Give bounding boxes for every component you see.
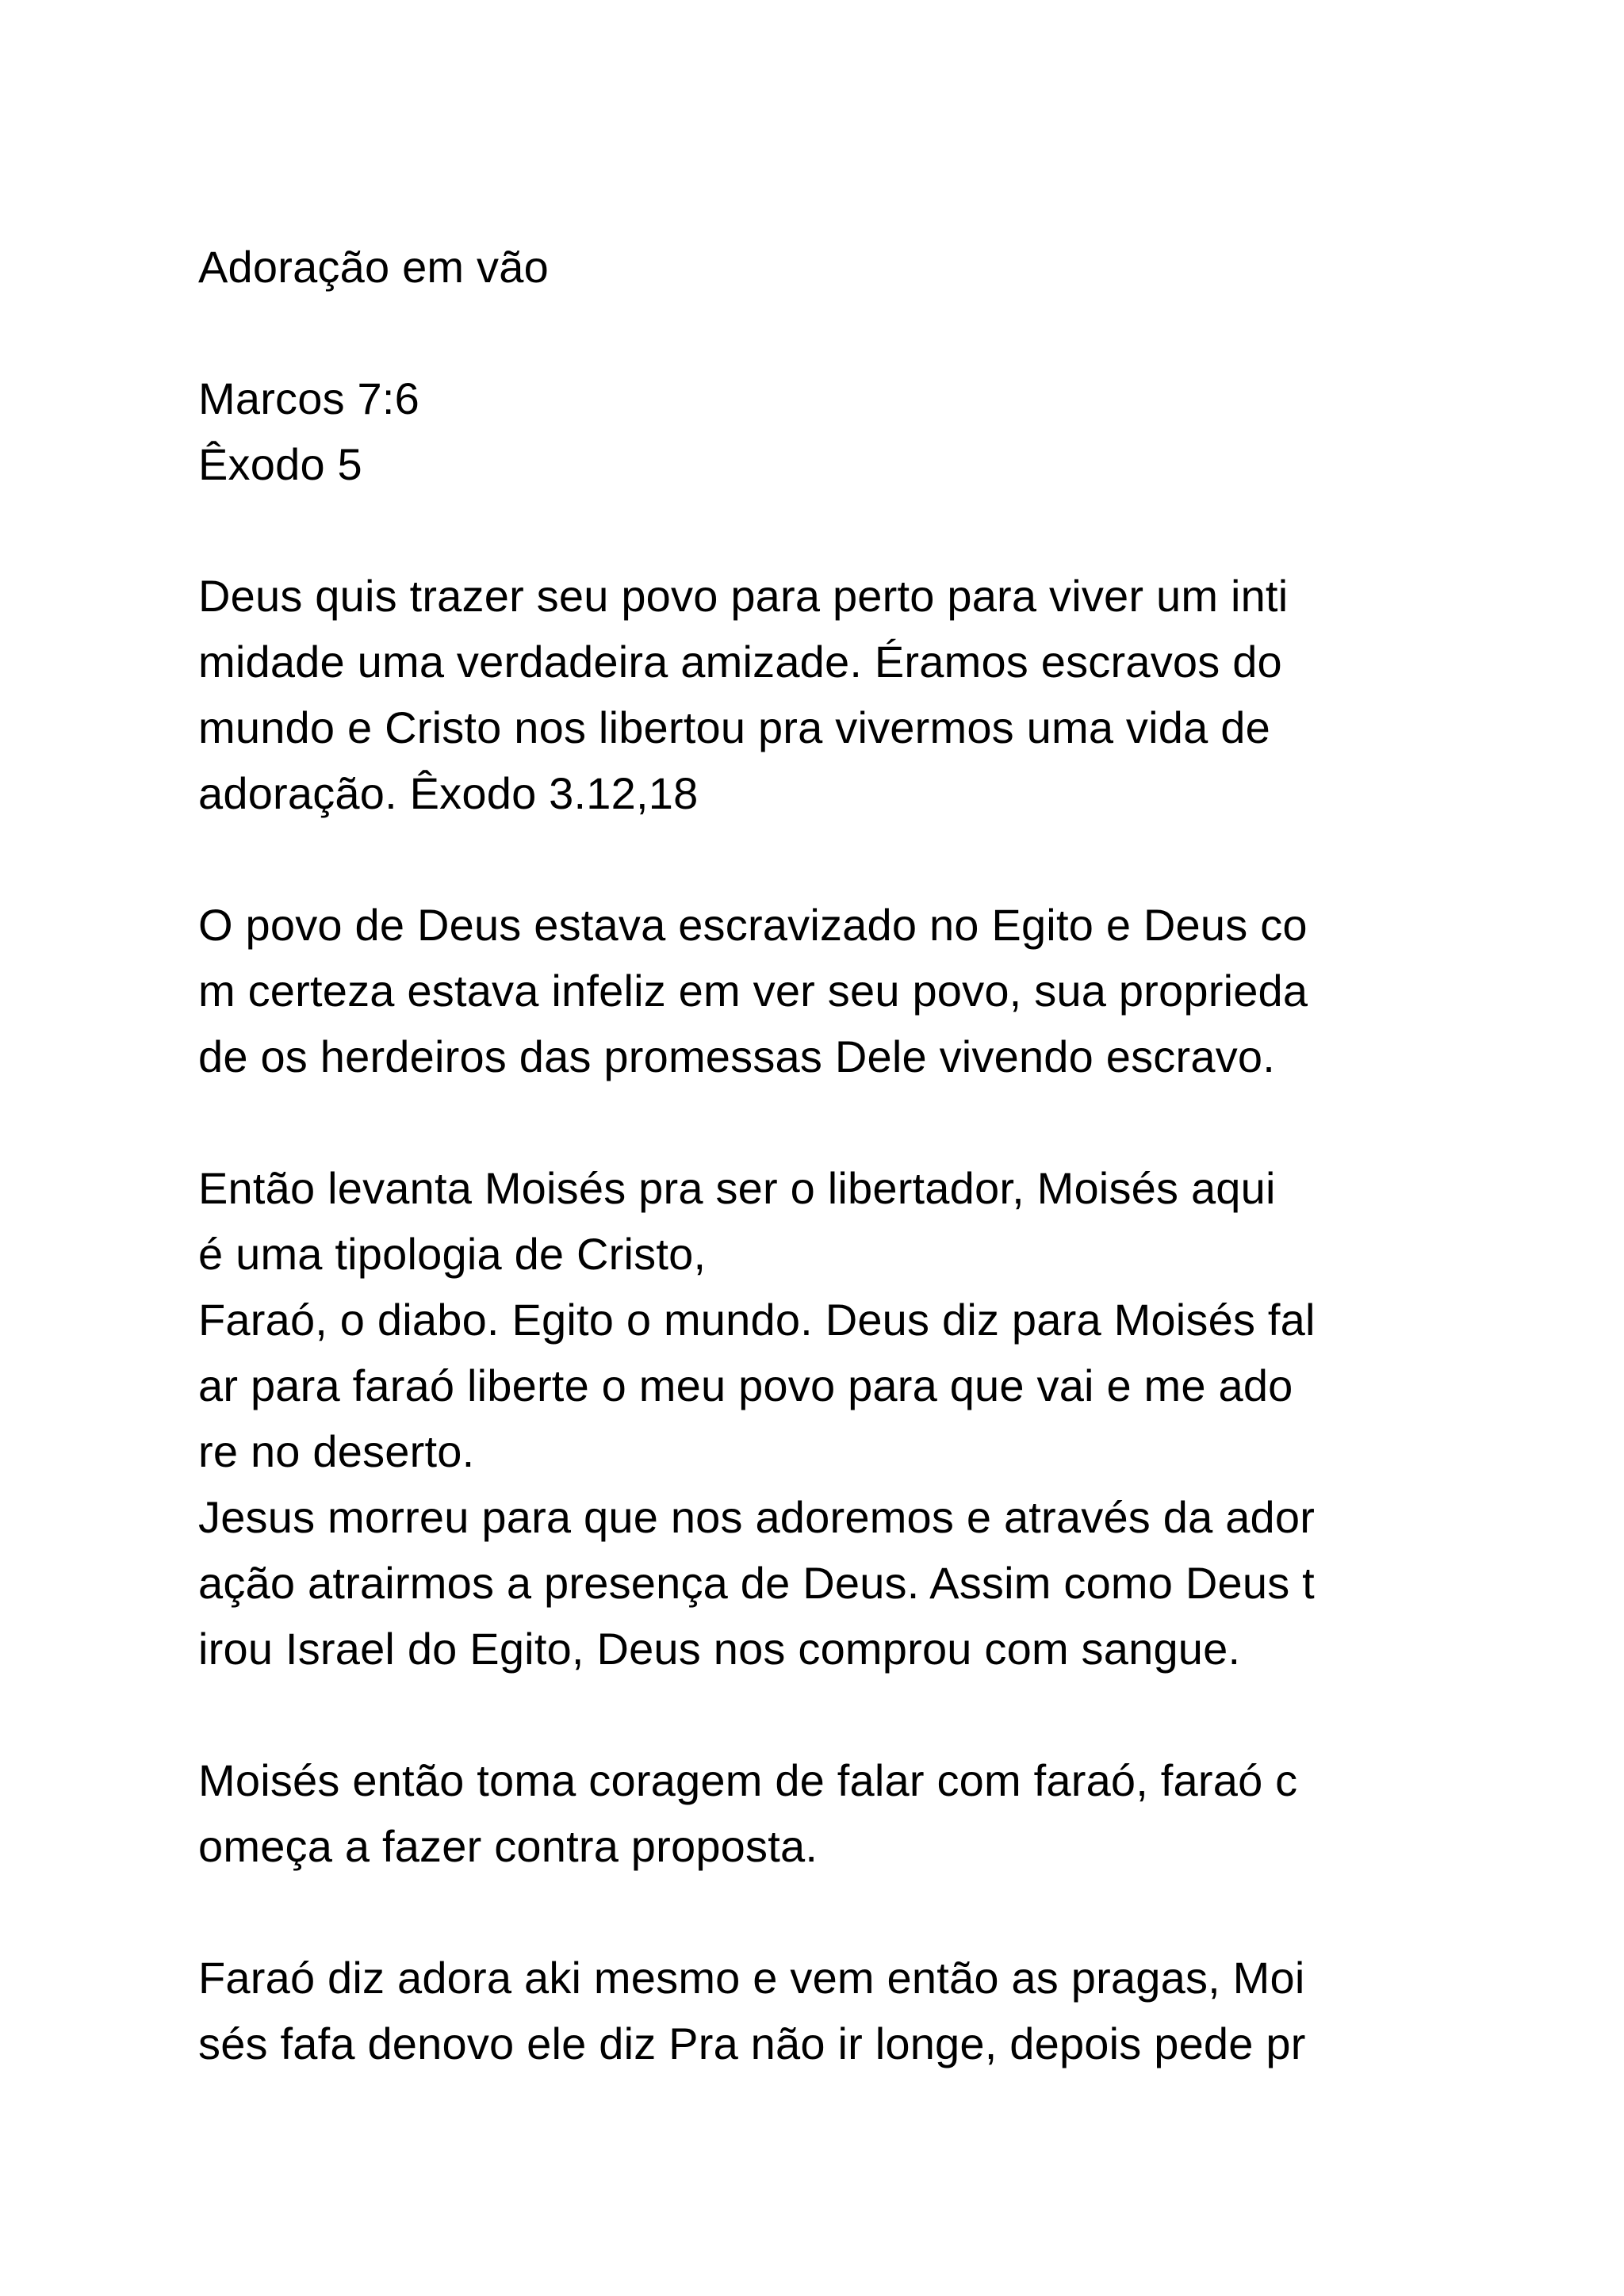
blank-line: [198, 826, 1507, 892]
text-line: Deus quis trazer seu povo para perto para viver um inti: [198, 571, 1289, 621]
text-line: Então levanta Moisés pra ser o libertador, Moisés aqui: [198, 1163, 1276, 1213]
text-line: sés fafa denovo ele diz Pra não ir longe, depois pede pr: [198, 2019, 1306, 2068]
text-line: é uma tipologia de Cristo,: [198, 1229, 707, 1279]
text-line: irou Israel do Egito, Deus nos comprou com sangue.: [198, 1624, 1241, 1674]
text-line: O povo de Deus estava escravizado no Egito e Deus co: [198, 900, 1308, 950]
blank-line: [198, 1089, 1507, 1155]
text-line: Jesus morreu para que nos adoremos e através da ador: [198, 1492, 1316, 1542]
paragraph-5: [198, 1945, 1507, 2076]
text-line: ar para faraó liberte o meu povo para que vai e me ado: [198, 1360, 1293, 1410]
text-line: Faraó, o diabo. Egito o mundo. Deus diz para Moisés fal: [198, 1295, 1316, 1345]
blank-line: [198, 1879, 1507, 1945]
text-line: Moisés então toma coragem de falar com faraó, faraó c: [198, 1755, 1298, 1805]
blank-line: [198, 497, 1507, 563]
text-line: ação atrairmos a presença de Deus. Assim como Deus t: [198, 1558, 1315, 1608]
reference-line: Marcos 7:6: [198, 373, 419, 423]
reference-line: Êxodo 5: [198, 439, 362, 489]
paragraph-1: [198, 563, 1507, 826]
paragraph-3: [198, 1155, 1507, 1682]
text-line: Faraó diz adora aki mesmo e vem então as pragas, Moi: [198, 1953, 1305, 2003]
text-line: adoração. Êxodo 3.12,18: [198, 768, 699, 818]
text-line: re no deserto.: [198, 1426, 475, 1476]
paragraph-4: [198, 1747, 1507, 1879]
document-body: [198, 234, 1507, 2076]
text-line: m certeza estava infeliz em ver seu povo, sua proprieda: [198, 966, 1308, 1016]
paragraph-2: [198, 892, 1507, 1089]
document-title: Adoração em vão: [198, 242, 549, 292]
blank-line: [198, 300, 1507, 365]
text-line: midade uma verdadeira amizade. Éramos escravos do: [198, 637, 1282, 687]
text-line: mundo e Cristo nos libertou pra vivermos uma vida de: [198, 702, 1270, 752]
text-line: omeça a fazer contra proposta.: [198, 1821, 818, 1871]
text-line: de os herdeiros das promessas Dele vivendo escravo.: [198, 1031, 1276, 1081]
blank-line: [198, 1682, 1507, 1747]
